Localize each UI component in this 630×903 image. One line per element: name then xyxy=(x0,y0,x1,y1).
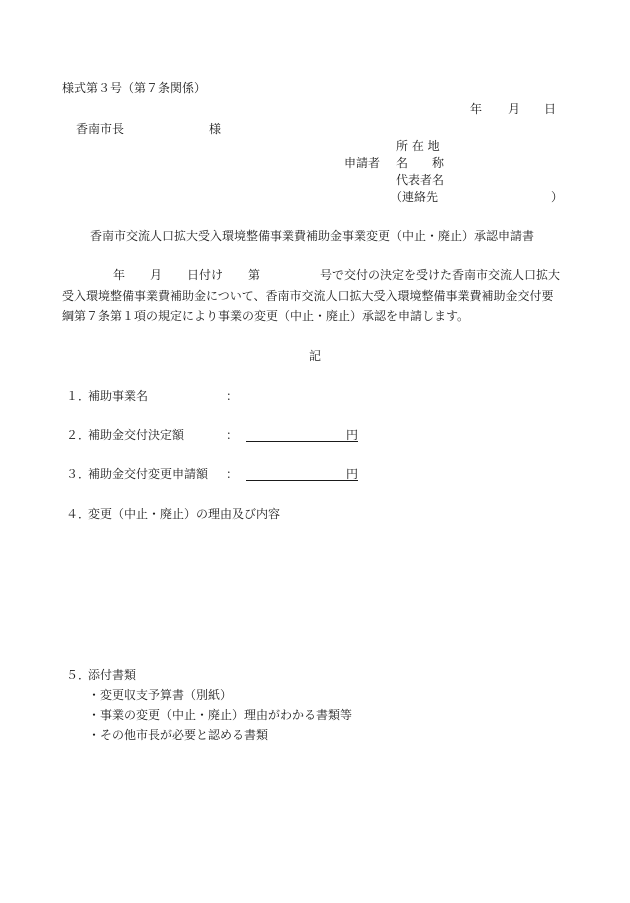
body-line2: 受入環境整備事業費補助金について、香南市交流人口拡大受入環境整備事業費補助金交付要 xyxy=(62,289,554,303)
item-label-change-amount: 補助金交付変更申請額 xyxy=(88,467,209,481)
item-label-project-name: 補助事業名 xyxy=(88,389,149,403)
yen-unit: 円 xyxy=(346,467,359,481)
item-colon: ： xyxy=(226,428,239,442)
attachment-item: ・その他市長が必要と認める書類 xyxy=(88,728,269,742)
date-month-label: 月 xyxy=(508,102,521,116)
ki-heading: 記 xyxy=(309,349,322,363)
form-number: 様式第３号（第７条関係） xyxy=(62,81,207,95)
attachments-label: 添付書類 xyxy=(88,668,137,682)
contact-label: （連絡先 xyxy=(390,190,439,204)
body-line3: 綱第７条第１項の規定により事業の変更（中止・廃止）承認を申請します。 xyxy=(62,309,470,323)
item-colon: ： xyxy=(226,389,239,403)
name-label: 名 称 xyxy=(396,156,445,170)
document-title: 香南市交流人口拡大受入環境整備事業費補助金事業変更（中止・廃止）承認申請書 xyxy=(90,229,535,243)
yen-unit: 円 xyxy=(346,428,359,442)
body-month: 月 xyxy=(150,268,163,282)
date-year-label: 年 xyxy=(470,102,483,116)
body-year: 年 xyxy=(113,268,126,282)
contact-close: ） xyxy=(551,190,564,204)
item-number: ２． xyxy=(66,428,91,442)
body-no-prefix: 第 xyxy=(248,268,261,282)
item-label-decided-amount: 補助金交付決定額 xyxy=(88,428,185,442)
item-number: ５． xyxy=(66,668,91,682)
addressee: 香南市長 xyxy=(76,122,125,136)
decided-amount-field[interactable] xyxy=(246,429,358,442)
attachment-item: ・事業の変更（中止・廃止）理由がわかる書類等 xyxy=(88,708,353,722)
item-number: ４． xyxy=(66,507,91,521)
address-label: 所 在 地 xyxy=(396,139,440,153)
item-number: １． xyxy=(66,389,91,403)
item-colon: ： xyxy=(226,467,239,481)
attachment-item: ・変更収支予算書（別紙） xyxy=(88,688,233,702)
honorific: 様 xyxy=(209,122,222,136)
date-day-label: 日 xyxy=(544,102,557,116)
change-amount-field[interactable] xyxy=(246,468,358,481)
applicant-label: 申請者 xyxy=(344,156,381,170)
body-line1: 号で交付の決定を受けた香南市交流人口拡大 xyxy=(320,268,561,282)
representative-label: 代表者名 xyxy=(396,173,445,187)
body-dated: 日付け xyxy=(187,268,224,282)
item-label-change-reason: 変更（中止・廃止）の理由及び内容 xyxy=(88,507,281,521)
item-number: ３． xyxy=(66,467,91,481)
